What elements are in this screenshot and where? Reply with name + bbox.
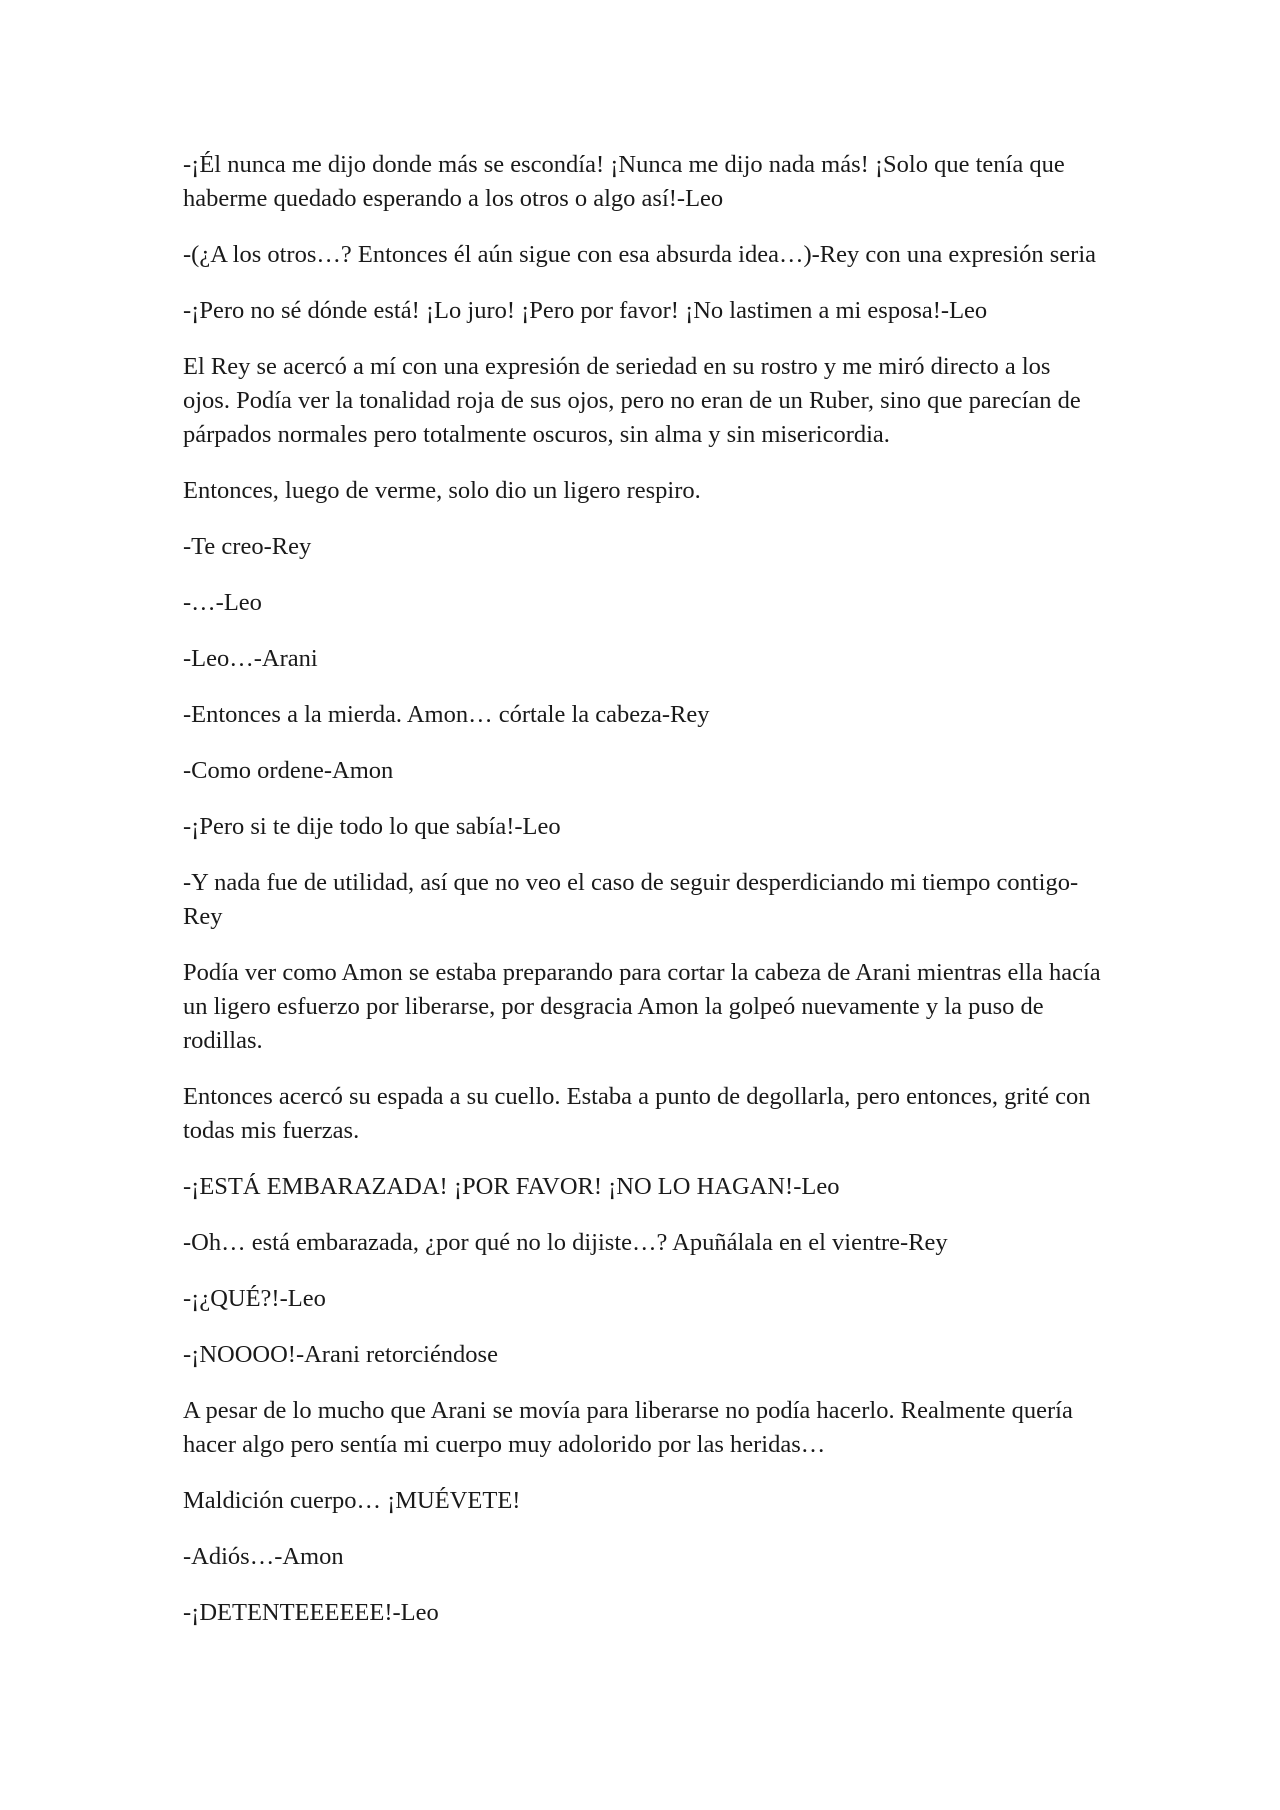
story-text [183,148,1103,1652]
paragraph-1: -¡Él nunca me dijo donde más se escondía! ¡Nunca me dijo nada más! ¡Solo que tenía que haberme quedado esperando a los otros o algo así!-Leo [183,151,1065,212]
paragraph-2: -(¿A los otros…? Entonces él aún sigue con esa absurda idea…)-Rey con una expresión seria [183,241,1097,268]
paragraph-14: Entonces acercó su espada a su cuello. Estaba a punto de degollarla, pero entonces, grité con todas mis fuerzas. [183,1083,1091,1144]
paragraph-9: -Entonces a la mierda. Amon… córtale la cabeza-Rey [183,701,710,728]
paragraph-7: -…-Leo [183,589,262,616]
paragraph-8: -Leo…-Arani [183,645,318,672]
paragraph-19: A pesar de lo mucho que Arani se movía para liberarse no podía hacerlo. Realmente quería hacer algo pero sentía mi cuerpo muy adolorido por las heridas… [183,1397,1073,1458]
paragraph-16: -Oh… está embarazada, ¿por qué no lo dijiste…? Apuñálala en el vientre-Rey [183,1229,948,1256]
paragraph-10: -Como ordene-Amon [183,757,394,784]
paragraph-4: El Rey se acercó a mí con una expresión de seriedad en su rostro y me miró directo a los ojos. Podía ver la tonalidad roja de sus ojos, pero no eran de un Ruber, sino que parecían de párpados normales pero totalmente oscuros, sin alma y sin misericordia. [183,353,1081,448]
paragraph-11: -¡Pero si te dije todo lo que sabía!-Leo [183,813,561,840]
paragraph-5: Entonces, luego de verme, solo dio un ligero respiro. [183,477,701,504]
paragraph-13: Podía ver como Amon se estaba preparando para cortar la cabeza de Arani mientras ella hacía un ligero esfuerzo por liberarse, por desgracia Amon la golpeó nuevamente y la puso de rodillas. [183,959,1101,1054]
paragraph-21: -Adiós…-Amon [183,1543,344,1570]
paragraph-17: -¡¿QUÉ?!-Leo [183,1285,326,1312]
paragraph-12: -Y nada fue de utilidad, así que no veo el caso de seguir desperdiciando mi tiempo contigo-Rey [183,869,1079,930]
paragraph-6: -Te creo-Rey [183,533,312,560]
paragraph-22: -¡DETENTEEEEEE!-Leo [183,1599,439,1626]
paragraph-18: -¡NOOOO!-Arani retorciéndose [183,1341,498,1368]
paragraph-15: -¡ESTÁ EMBARAZADA! ¡POR FAVOR! ¡NO LO HAGAN!-Leo [183,1173,840,1200]
paragraph-20: Maldición cuerpo… ¡MUÉVETE! [183,1487,521,1514]
paragraph-3: -¡Pero no sé dónde está! ¡Lo juro! ¡Pero por favor! ¡No lastimen a mi esposa!-Leo [183,297,988,324]
